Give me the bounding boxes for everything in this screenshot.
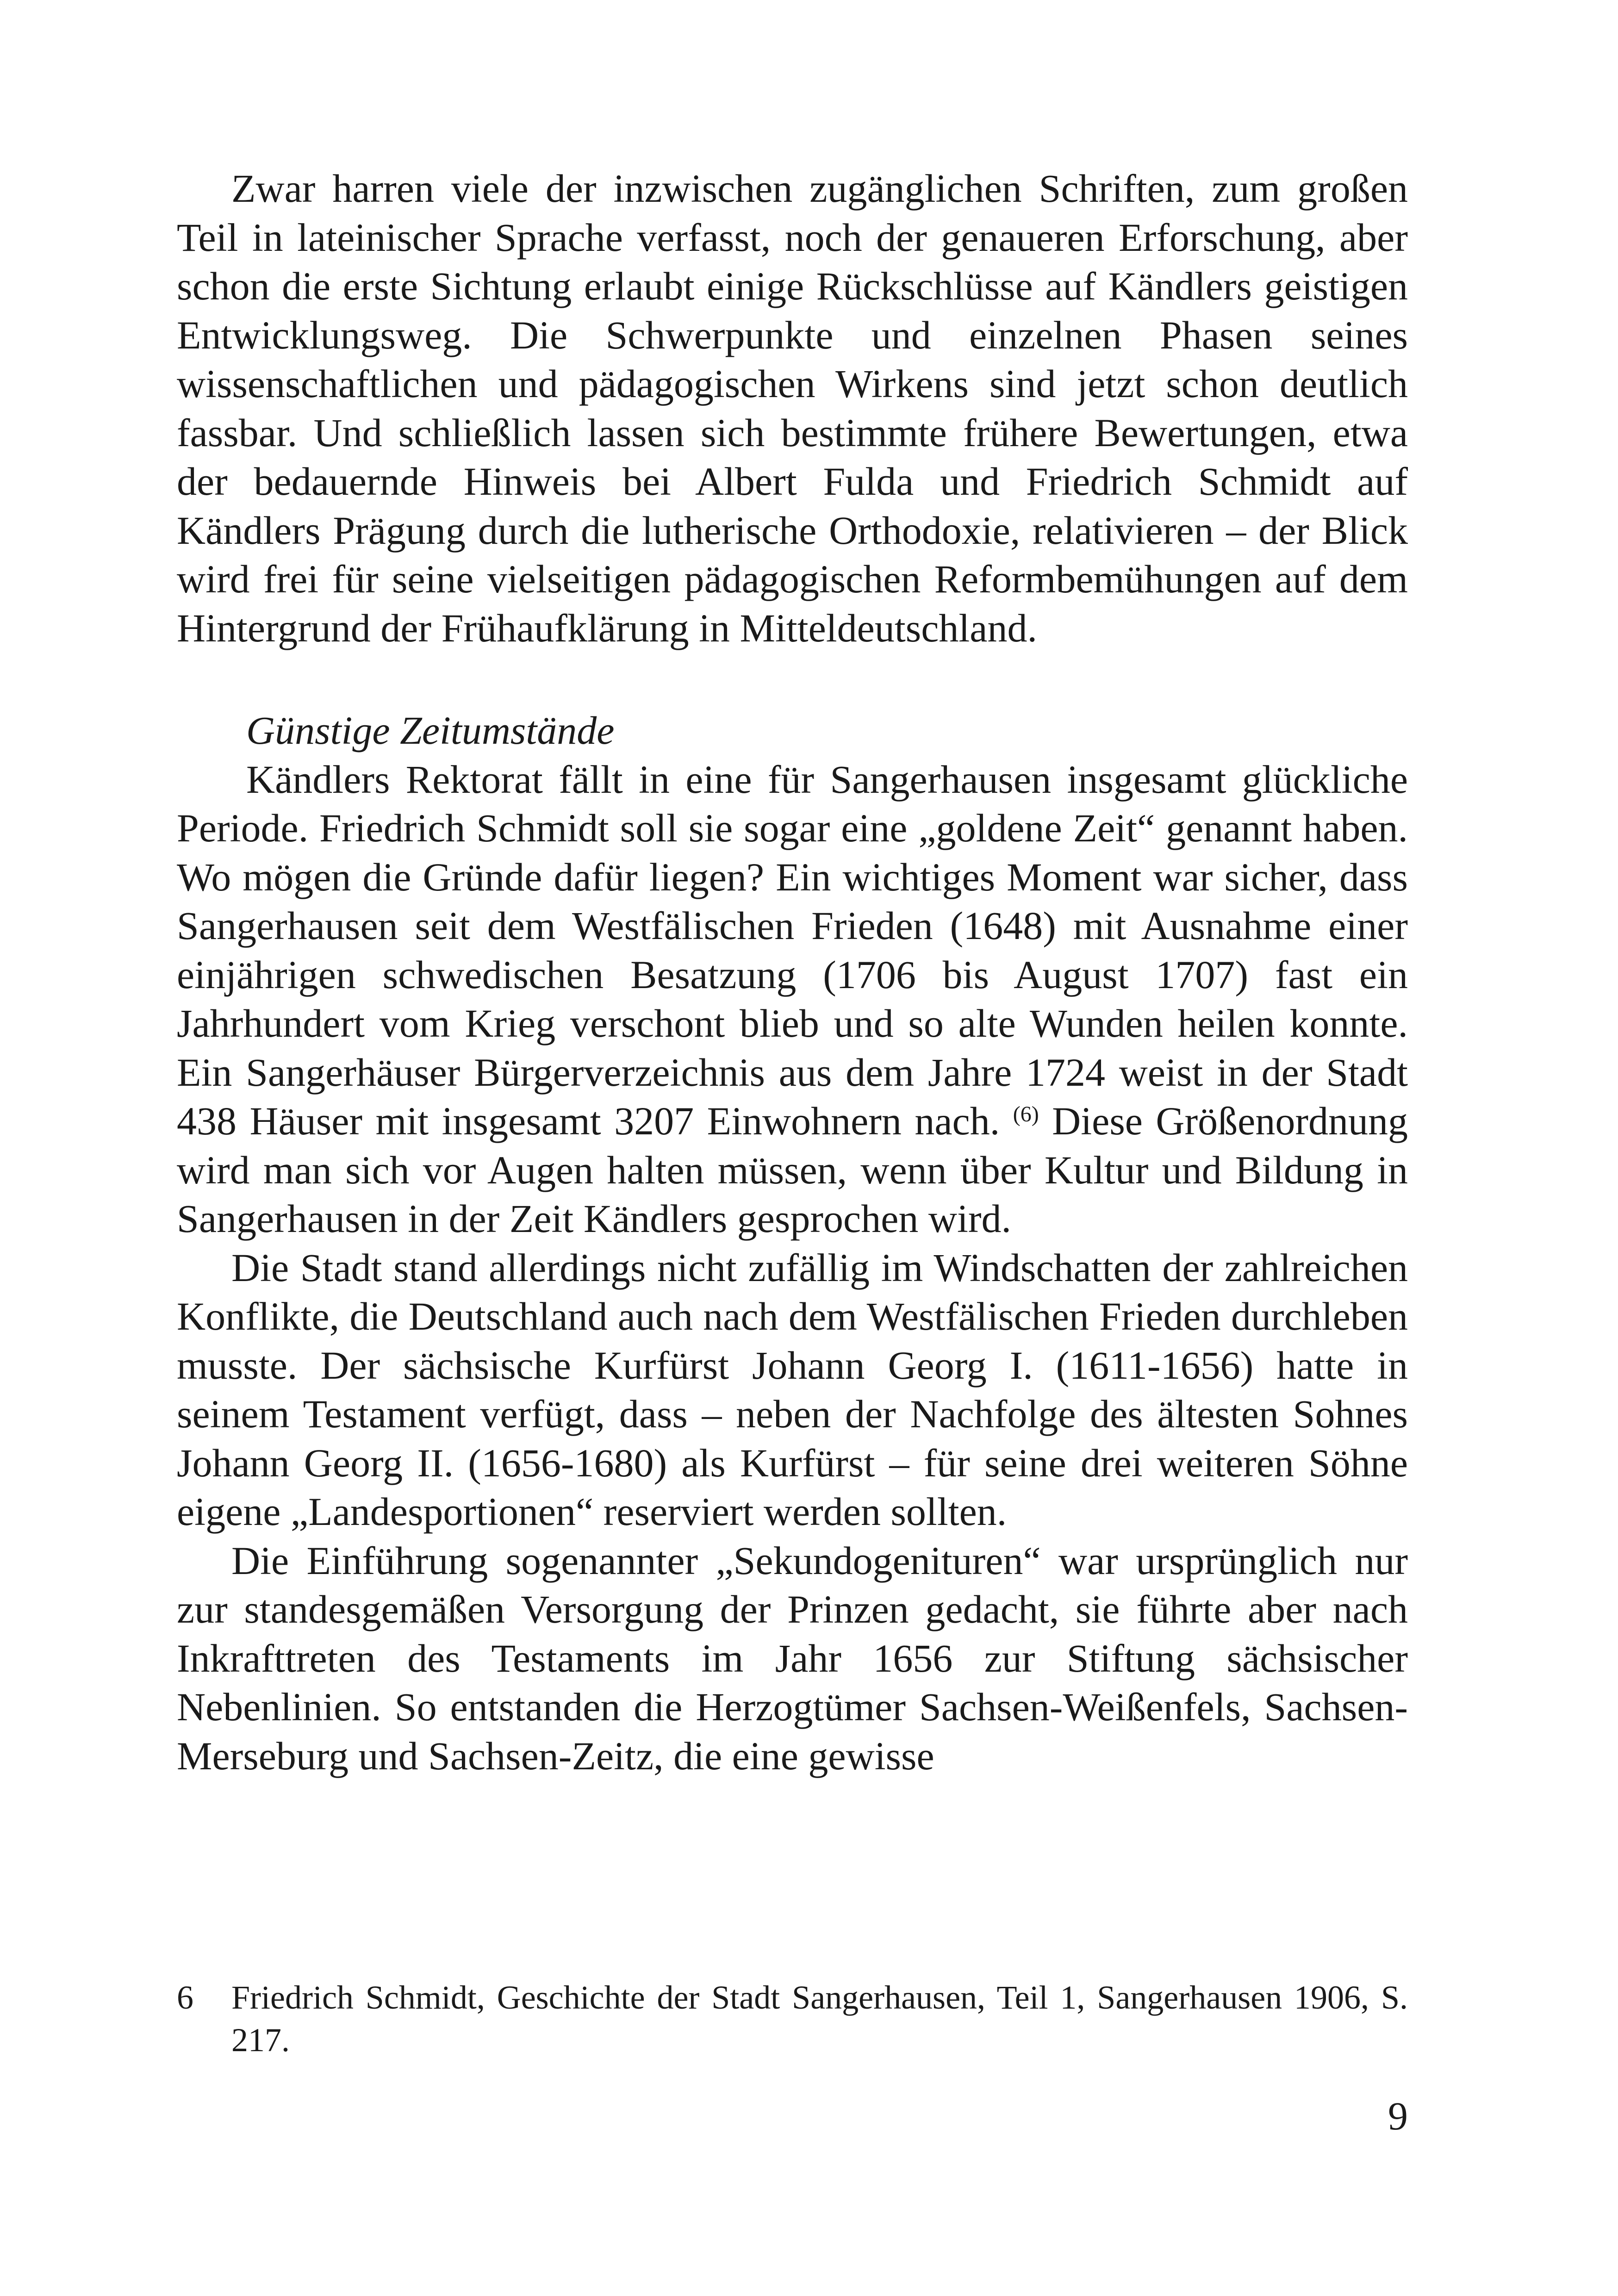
paragraph-zeitumstaende bbox=[177, 755, 1408, 1244]
footnote-number: 6 bbox=[177, 1979, 193, 2016]
page-number: 9 bbox=[1388, 2094, 1408, 2138]
paragraph-sekundogenituren: Die Einführung sogenannter „Sekundogenituren“ war ursprünglich nur zur standesgemäßen Versorgung der Prinzen gedacht, sie führte aber nach Inkrafttreten des Testaments im Jahr 1656 zur Stiftung sächsischer Nebenlinien. So entstanden die Herzogtümer Sachsen-Weißenfels, Sachsen-Merseburg und Sachsen-Zeitz, die eine gewisse bbox=[177, 1538, 1408, 1778]
footnote-text: Friedrich Schmidt, Geschichte der Stadt Sangerhausen, Teil 1, Sangerhausen 1906, S. 217. bbox=[231, 1979, 1408, 2059]
paragraph-intro: Zwar harren viele der inzwischen zugänglichen Schriften, zum großen Teil in lateinischer Sprache verfasst, noch der genaueren Erforschung, aber schon die erste Sichtung erlaubt einige Rückschlüsse auf Kändlers geistigen Entwicklungsweg. Die Schwerpunkte und einzelnen Phasen seines wissenschaftlichen und pädagogischen Wirkens sind jetzt schon deutlich fassbar. Und schließlich lassen sich bestimmte frühere Bewertungen, etwa der bedauernde Hinweis bei Albert Fulda und Friedrich Schmidt auf Kändlers Prägung durch die lutherische Orthodoxie, relativieren – der Blick wird frei für seine vielseitigen pädagogischen Reformbemühungen auf dem Hintergrund der Frühaufklärung in Mitteldeutschland. bbox=[177, 166, 1408, 650]
paragraph-text: Kändlers Rektorat fällt in eine für Sangerhausen insgesamt glückliche Periode. Friedrich Schmidt soll sie sogar eine „goldene Zeit“ genannt haben. Wo mögen die Gründe dafür liegen? Ein wichtiges Moment war sicher, dass Sangerhausen seit dem Westfälischen Frieden (1648) mit Ausnahme einer einjährigen schwedischen Besatzung (1706 bis August 1707) fast ein Jahrhundert vom Krieg verschont blieb und so alte Wunden heilen konnte. Ein Sangerhäuser Bürgerverzeichnis aus dem Jahre 1724 weist in der Stadt 438 Häuser mit insgesamt 3207 Einwohnern nach. bbox=[177, 757, 1408, 1143]
section-heading: Günstige Zeitumstände bbox=[246, 708, 615, 753]
footnote-reference[interactable]: (6) bbox=[1013, 1102, 1039, 1126]
footnote-item bbox=[177, 1976, 1408, 2061]
footnotes bbox=[177, 1976, 1408, 2061]
page-body bbox=[177, 164, 1408, 1780]
paragraph-text: Diese Größenordnung wird man sich vor Augen halten müssen, wenn über Kultur und Bildung in Sangerhausen in der Zeit Kändlers gesprochen wird. bbox=[177, 1099, 1408, 1241]
paragraph-stadt: Die Stadt stand allerdings nicht zufällig im Windschatten der zahlreichen Konflikte, die Deutschland auch nach dem Westfälischen Frieden durchleben musste. Der sächsische Kurfürst Johann Georg I. (1611-1656) hatte in seinem Testament verfügt, dass – neben der Nachfolge des ältesten Sohnes Johann Georg II. (1656-1680) als Kurfürst – für seine drei weiteren Söhne eigene „Landesportionen“ reserviert werden sollten. bbox=[177, 1245, 1408, 1534]
